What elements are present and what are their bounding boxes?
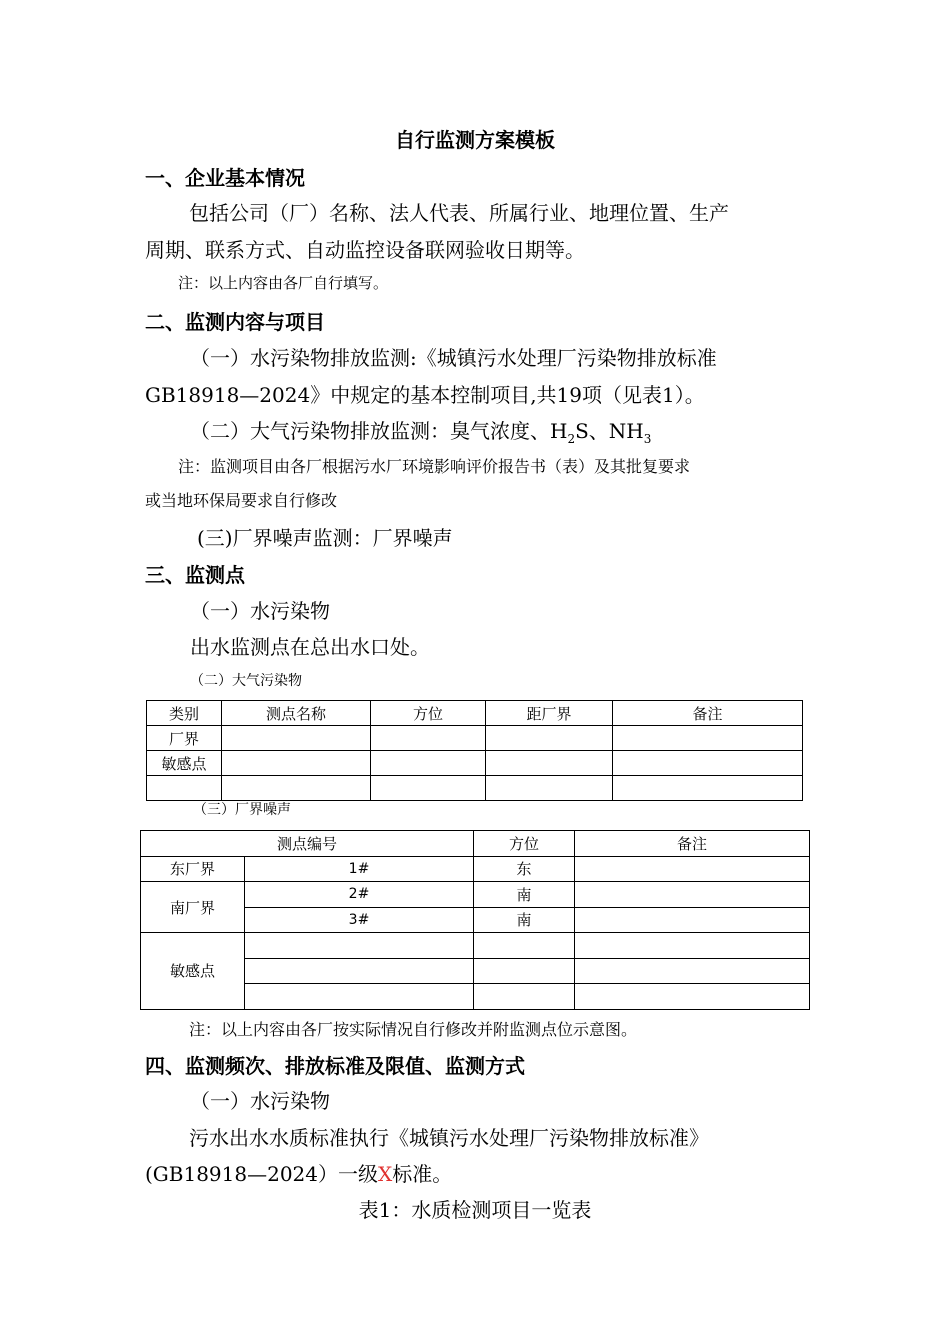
section-2-item-2	[190, 415, 651, 446]
remarks-cell	[575, 882, 810, 908]
section-4-text-line-1: 污水出水水质标准执行《城镇污水处理厂污染物排放标准》	[189, 1126, 709, 1150]
air-pollutant-heading: （二）大气污染物	[190, 673, 302, 689]
remarks-cell	[575, 856, 810, 882]
point-id-cell: 2#	[245, 882, 474, 908]
remarks-cell	[575, 907, 810, 933]
section-3-heading: 三、监测点	[145, 563, 245, 587]
table-header-row	[147, 701, 803, 726]
item-2-mid: S、NH	[575, 419, 644, 443]
section-2-item-1-line-1: （一）水污染物排放监测:《城镇污水处理厂污染物排放标准	[190, 346, 717, 370]
table-row	[147, 726, 803, 751]
section-2-item-1-line-2: GB18918—2024》中规定的基本控制项目,共19项（见表1）。	[145, 383, 705, 407]
cell	[486, 751, 613, 776]
section-2-item-3: (三)厂界噪声监测：厂界噪声	[197, 526, 453, 550]
noise-monitoring-table	[140, 830, 810, 1010]
cell	[613, 751, 803, 776]
direction-cell	[474, 933, 575, 959]
cell	[486, 726, 613, 751]
direction-cell	[474, 984, 575, 1010]
direction-cell: 东	[474, 856, 575, 882]
section-4-text-line-2	[145, 1158, 452, 1187]
remarks-cell	[575, 984, 810, 1010]
direction-cell	[474, 958, 575, 984]
table-header-row	[141, 831, 810, 857]
section-2-heading: 二、监测内容与项目	[145, 310, 325, 334]
table-row	[141, 882, 810, 908]
remarks-cell	[575, 958, 810, 984]
point-id-cell	[245, 933, 474, 959]
table-row	[141, 933, 810, 959]
section-2-note-line-2: 或当地环保局要求自行修改	[145, 491, 338, 510]
header-category: 类别	[147, 701, 222, 726]
cell	[371, 776, 486, 801]
section-2-note-line-1: 注：监测项目由各厂根据污水厂环境影响评价报告书（表）及其批复要求	[178, 457, 691, 476]
point-id-cell: 1#	[245, 856, 474, 882]
section-1-heading: 一、企业基本情况	[145, 166, 305, 190]
section-4-heading: 四、监测频次、排放标准及限值、监测方式	[145, 1054, 525, 1078]
header-distance: 距厂界	[486, 701, 613, 726]
table-1-caption: 表1：水质检测项目一览表	[358, 1198, 592, 1222]
cell	[371, 726, 486, 751]
point-id-cell	[245, 958, 474, 984]
east-boundary-label: 东厂界	[141, 856, 245, 882]
standard-prefix: (GB18918—2024）一级	[145, 1162, 378, 1186]
header-remarks: 备注	[575, 831, 810, 857]
header-direction: 方位	[474, 831, 575, 857]
cell	[613, 726, 803, 751]
table-row	[147, 776, 803, 801]
section-1-paragraph-line-1: 包括公司（厂）名称、法人代表、所属行业、地理位置、生产	[189, 201, 729, 225]
cell	[147, 776, 222, 801]
document-title: 自行监测方案模板	[395, 128, 555, 152]
south-boundary-label: 南厂界	[141, 882, 245, 933]
cell	[222, 776, 371, 801]
section-3-note: 注：以上内容由各厂按实际情况自行修改并附监测点位示意图。	[189, 1020, 638, 1039]
cell	[222, 751, 371, 776]
standard-suffix: 标准。	[392, 1162, 453, 1186]
direction-cell: 南	[474, 882, 575, 908]
direction-cell: 南	[474, 907, 575, 933]
section-1-note: 注：以上内容由各厂自行填写。	[178, 274, 389, 292]
nh3-subscript: 3	[643, 432, 652, 446]
cell	[613, 776, 803, 801]
noise-heading: （三）厂界噪声	[193, 802, 291, 818]
h2s-subscript: 2	[567, 432, 576, 446]
sensitive-point-label: 敏感点	[141, 933, 245, 1010]
water-monitoring-text: 出水监测点在总出水口处。	[190, 635, 430, 659]
cell: 敏感点	[147, 751, 222, 776]
remarks-cell	[575, 933, 810, 959]
table-row	[147, 751, 803, 776]
water-pollutant-heading: （一）水污染物	[190, 599, 330, 623]
grade-placeholder: X	[378, 1162, 393, 1186]
air-monitoring-table	[146, 700, 803, 801]
point-id-cell	[245, 984, 474, 1010]
table-row	[141, 856, 810, 882]
item-2-prefix: （二）大气污染物排放监测：臭气浓度、H	[190, 419, 568, 443]
cell: 厂界	[147, 726, 222, 751]
header-point-name: 测点名称	[222, 701, 371, 726]
point-id-cell: 3#	[245, 907, 474, 933]
header-point-id: 测点编号	[141, 831, 474, 857]
cell	[486, 776, 613, 801]
cell	[222, 726, 371, 751]
cell	[371, 751, 486, 776]
section-4-water-heading: （一）水污染物	[190, 1089, 330, 1113]
section-1-paragraph-line-2: 周期、联系方式、自动监控设备联网验收日期等。	[145, 238, 585, 262]
header-remarks: 备注	[613, 701, 803, 726]
header-direction: 方位	[371, 701, 486, 726]
